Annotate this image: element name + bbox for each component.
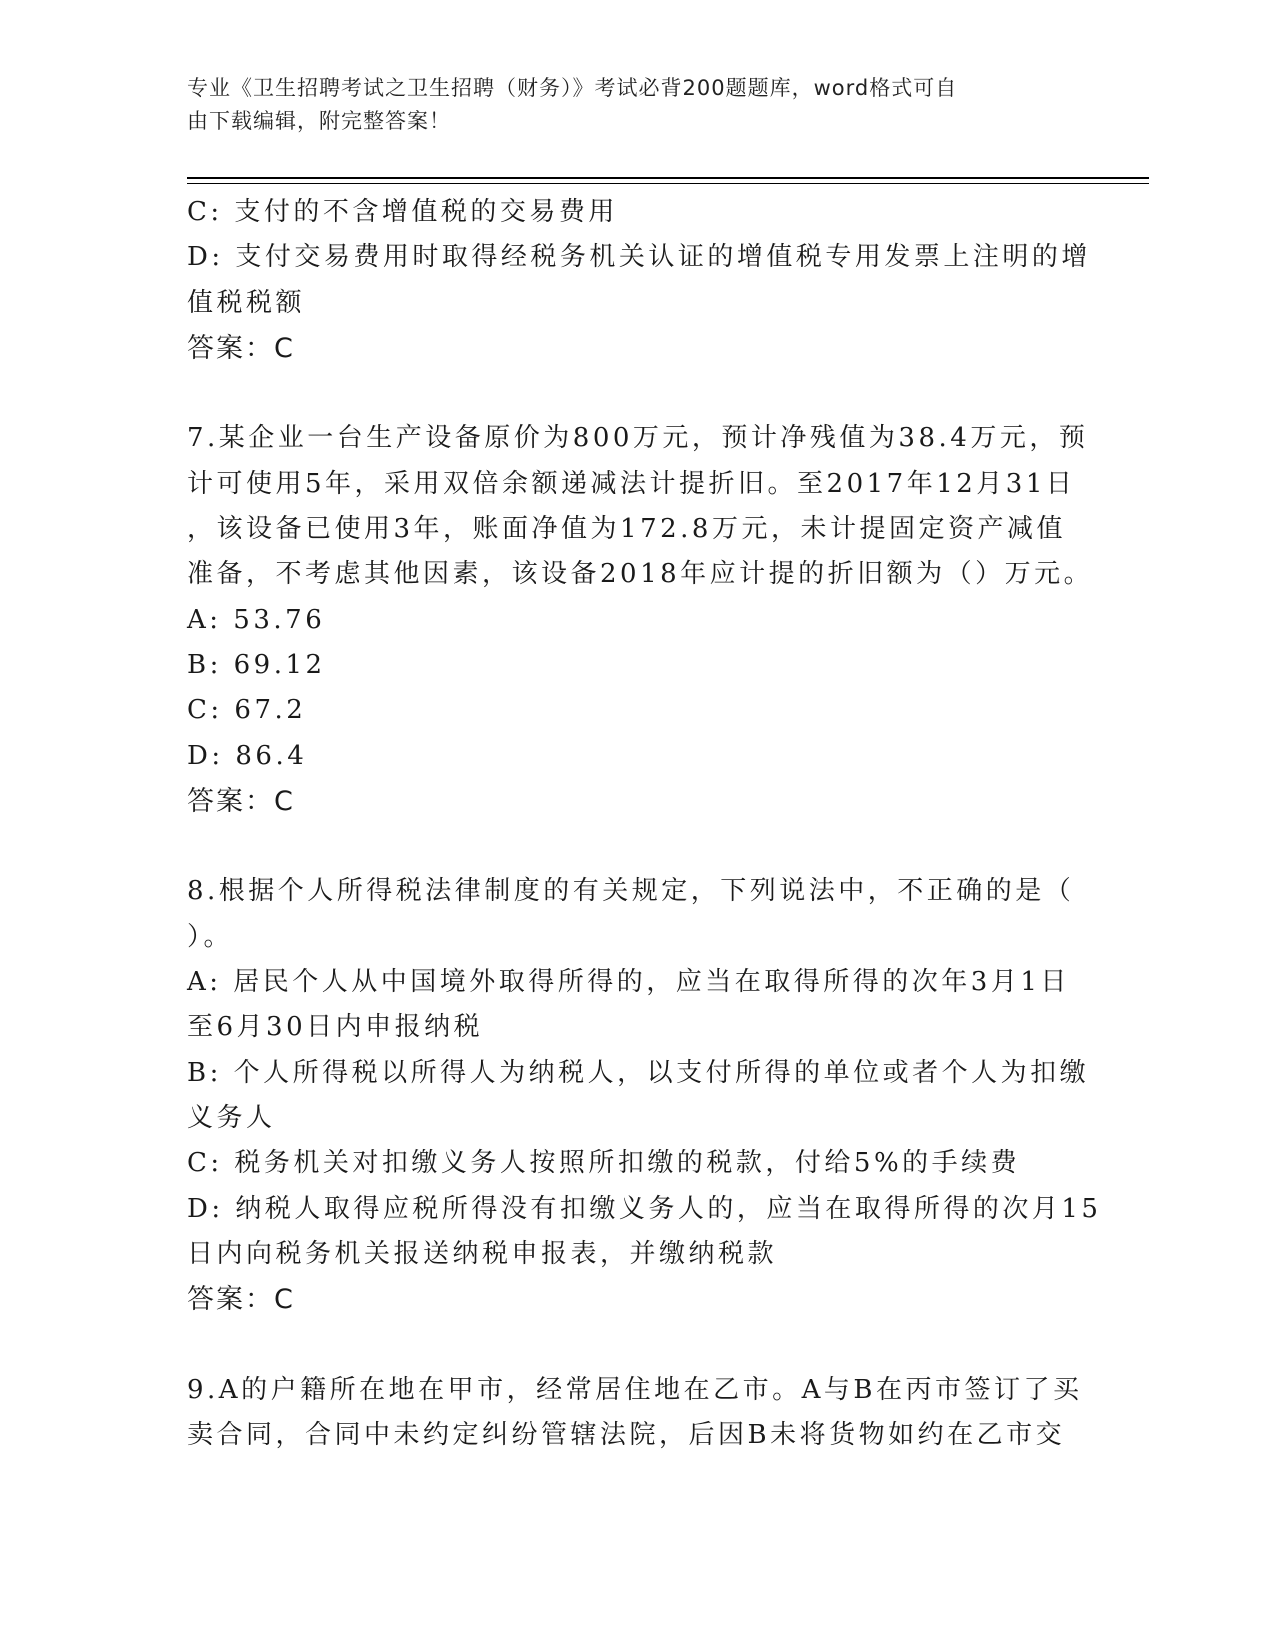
header-line-2: 由下载编辑，附完整答案！ <box>187 109 451 133</box>
question-stem-line: 准备，不考虑其他因素，该设备2018年应计提的折旧额为（）万元。 <box>187 559 1094 590</box>
question-content <box>187 190 1102 1458</box>
spacer <box>187 371 1087 416</box>
question-stem-line: 9.A的户籍所在地在甲市，经常居住地在乙市。A与B在丙市签订了买 <box>187 1374 1083 1405</box>
question-6-tail <box>187 190 1091 371</box>
spacer <box>187 824 1087 869</box>
spacer <box>187 1322 1087 1367</box>
header-divider-thin <box>187 183 1149 184</box>
question-stem-line: 计可使用5年，采用双倍余额递减法计提折旧。至2017年12月31日 <box>187 468 1076 499</box>
answer-label: 答案：C <box>187 1284 295 1316</box>
option-d: D: 纳税人取得应税所得没有扣缴义务人的，应当在取得所得的次月15 <box>187 1193 1102 1224</box>
option-b: B: 69.12 <box>187 649 326 680</box>
answer-label: 答案：C <box>187 785 295 817</box>
option-b: B: 个人所得税以所得人为纳税人，以支付所得的单位或者个人为扣缴 <box>187 1057 1090 1088</box>
document-header <box>187 72 1087 138</box>
option-c: C: 67.2 <box>187 695 307 726</box>
question-8 <box>187 869 1102 1322</box>
option-d-continued: 日内向税务机关报送纳税申报表，并缴纳税款 <box>187 1238 778 1269</box>
question-7 <box>187 416 1094 824</box>
answer-label: 答案：C <box>187 332 295 364</box>
option-c: C: 支付的不含增值税的交易费用 <box>187 197 618 227</box>
question-stem-line: 7.某企业一台生产设备原价为800万元，预计净残值为38.4万元，预 <box>187 423 1089 454</box>
question-stem-line: 卖合同，合同中未约定纠纷管辖法院，后因B未将货物如约在乙市交 <box>187 1420 1066 1451</box>
question-stem-line: ，该设备已使用3年，账面净值为172.8万元，未计提固定资产减值 <box>187 514 1066 545</box>
question-stem-line: ）。 <box>187 921 234 952</box>
option-c: C: 税务机关对扣缴义务人按照所扣缴的税款，付给5%的手续费 <box>187 1148 1021 1179</box>
header-line-1: 专业《卫生招聘考试之卫生招聘（财务）》考试必背200题题库，word格式可自 <box>187 76 958 100</box>
question-stem-line: 8.根据个人所得税法律制度的有关规定，下列说法中，不正确的是（ <box>187 876 1075 907</box>
option-a: A: 居民个人从中国境外取得所得的，应当在取得所得的次年3月1日 <box>187 967 1070 998</box>
option-b-continued: 义务人 <box>187 1102 276 1133</box>
option-d: D: 86.4 <box>187 740 308 771</box>
option-a-continued: 至6月30日内申报纳税 <box>187 1012 484 1043</box>
option-a: A: 53.76 <box>187 604 326 635</box>
header-divider-thick <box>187 177 1149 179</box>
option-d: D: 支付交易费用时取得经税务机关认证的增值税专用发票上注明的增 <box>187 242 1091 273</box>
question-9 <box>187 1368 1087 1459</box>
option-d-continued: 值税税额 <box>187 287 306 318</box>
